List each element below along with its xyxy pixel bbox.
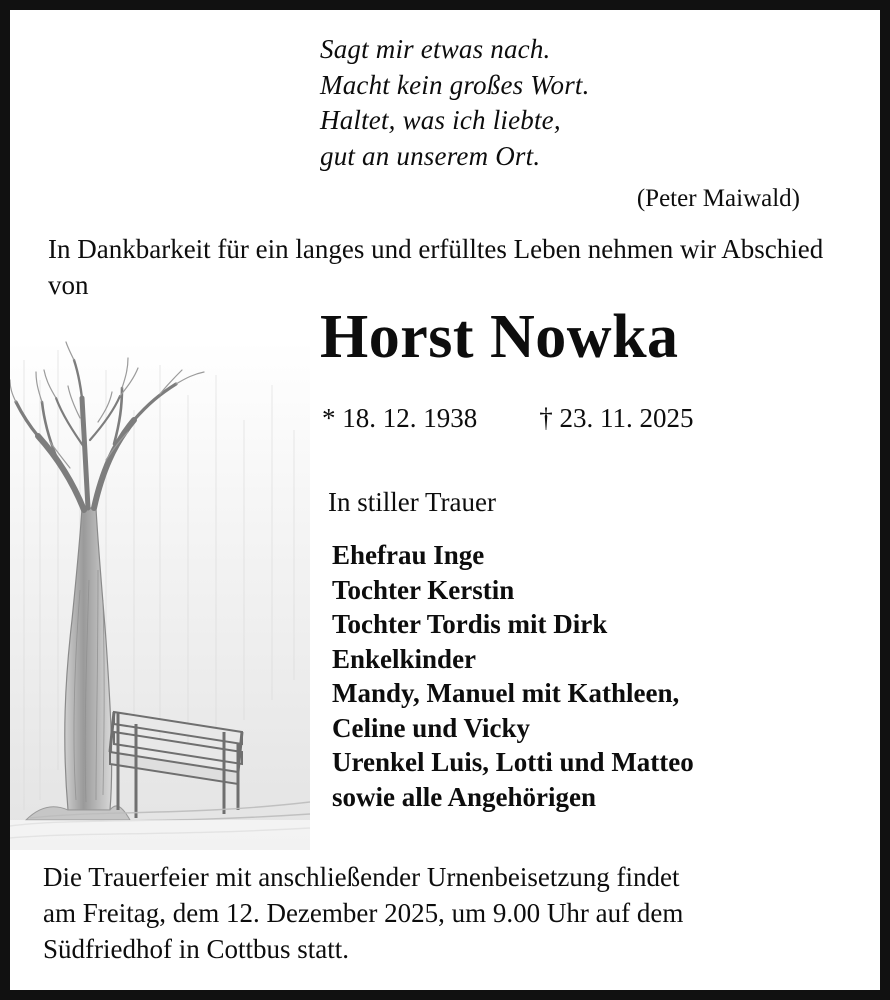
poem-line-1: Sagt mir etwas nach. bbox=[320, 34, 551, 64]
life-dates bbox=[322, 403, 882, 434]
family-line: Mandy, Manuel mit Kathleen, bbox=[332, 678, 680, 709]
tree-with-bench-illustration bbox=[10, 340, 310, 850]
death-date: † 23. 11. 2025 bbox=[539, 403, 694, 433]
tree-with-bench-icon bbox=[10, 340, 310, 850]
funeral-details-line: Die Trauerfeier mit anschließender Urnenbeisetzung findet bbox=[43, 862, 680, 892]
mourning-label: In stiller Trauer bbox=[328, 487, 496, 517]
funeral-details-line: Südfriedhof in Cottbus statt. bbox=[43, 933, 349, 964]
family-line: Tochter Kerstin bbox=[332, 574, 515, 605]
poem-line-4: gut an unserem Ort. bbox=[320, 140, 541, 171]
family-line: Ehefrau Inge bbox=[332, 540, 485, 570]
poem-line-3: Haltet, was ich liebte, bbox=[320, 105, 561, 136]
family-line: Celine und Vicky bbox=[332, 712, 531, 743]
poem-line-2: Macht kein großes Wort. bbox=[320, 69, 590, 100]
deceased-name: Horst Nowka bbox=[320, 303, 679, 371]
family-line: Tochter Tordis mit Dirk bbox=[332, 609, 608, 640]
funeral-details bbox=[43, 860, 863, 968]
poem-author: (Peter Maiwald) bbox=[636, 185, 800, 212]
intro-text: In Dankbarkeit für ein langes und erfülltes Leben nehmen wir Abschied von bbox=[48, 234, 824, 300]
notice-inner bbox=[10, 10, 880, 990]
funeral-details-line: am Freitag, dem 12. Dezember 2025, um 9.00 Uhr auf dem bbox=[43, 897, 684, 928]
family-line: Enkelkinder bbox=[332, 643, 477, 674]
poem bbox=[320, 32, 860, 175]
family-list bbox=[332, 538, 877, 814]
family-line: sowie alle Angehörigen bbox=[332, 781, 596, 812]
birth-date: * 18. 12. 1938 bbox=[322, 403, 478, 433]
family-line: Urenkel Luis, Lotti und Matteo bbox=[332, 747, 694, 778]
